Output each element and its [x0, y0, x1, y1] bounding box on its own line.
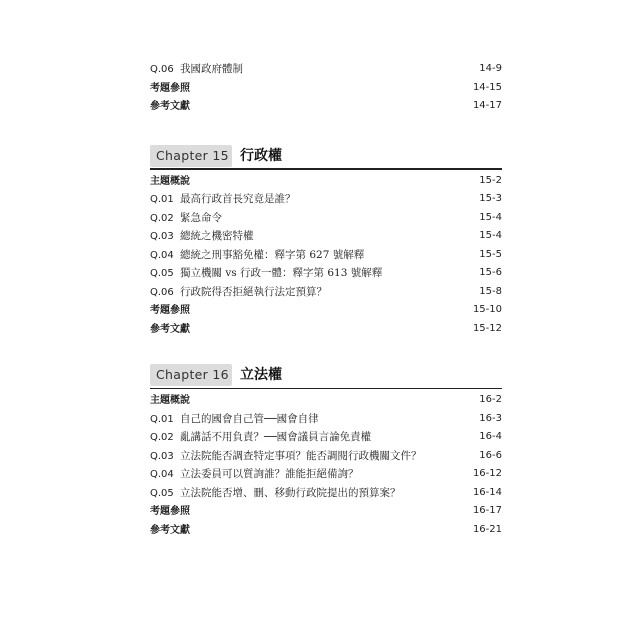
entry-title: 我國政府體制: [180, 63, 243, 75]
chapter-section-15: [150, 145, 502, 339]
question-number: Q.03: [150, 450, 174, 462]
chapter-title: 立法權: [240, 367, 282, 383]
toc-entry[interactable]: [150, 227, 502, 246]
toc-entry[interactable]: [150, 484, 502, 503]
entry-title: 最高行政首長究竟是誰？: [180, 193, 296, 205]
chapter-entries: [150, 389, 502, 539]
toc-entry[interactable]: [150, 410, 502, 429]
entry-title: 緊急命令: [180, 211, 222, 224]
page-number: 15-6: [479, 267, 502, 278]
entry-title: 亂講話不用負責？──國會議員言論免責權: [180, 431, 372, 443]
entry-title: 立法院能否增、刪、移動行政院提出的預算案？: [180, 486, 401, 499]
page-number: 15-3: [479, 193, 502, 204]
page-number: 14-17: [472, 100, 502, 111]
entry-title: 考題參照: [150, 305, 190, 316]
question-number: Q.05: [150, 268, 174, 279]
entry-title: 自己的國會自己管──國會自律: [180, 412, 319, 425]
table-of-contents: [150, 60, 502, 539]
page-number: 15-12: [472, 322, 502, 334]
toc-entry[interactable]: [150, 521, 502, 540]
question-number: Q.05: [150, 487, 174, 499]
toc-entry[interactable]: [150, 447, 502, 466]
toc-entry[interactable]: [150, 301, 502, 320]
entry-title: 主題概說: [150, 395, 190, 406]
page-number: 16-4: [479, 431, 502, 442]
chapter-divider: [150, 388, 232, 390]
toc-entry[interactable]: [150, 246, 502, 265]
entry-title: 行政院得否拒絕執行法定預算？: [180, 285, 327, 298]
page-number: 14-9: [479, 63, 502, 74]
toc-entry[interactable]: [150, 465, 502, 484]
question-number: Q.06: [150, 64, 174, 75]
chapter-header: [150, 364, 502, 386]
question-number: Q.06: [150, 286, 174, 298]
entry-title: 考題參照: [150, 82, 190, 94]
toc-entry[interactable]: [150, 428, 502, 447]
page-number: 16-2: [479, 394, 502, 405]
toc-entry[interactable]: [150, 172, 502, 191]
toc-entry[interactable]: [150, 283, 502, 302]
chapter-header: [150, 145, 502, 167]
question-number: Q.04: [150, 249, 174, 261]
question-number: Q.02: [150, 212, 174, 224]
question-number: Q.03: [150, 231, 174, 242]
toc-entry[interactable]: [150, 79, 502, 98]
entry-title: 參考文獻: [150, 524, 190, 536]
page-number: 15-4: [479, 230, 502, 241]
chapter-divider: [232, 388, 502, 390]
toc-entry[interactable]: [150, 190, 502, 209]
page-number: 16-12: [472, 468, 502, 479]
page-number: 14-15: [472, 81, 502, 93]
question-number: Q.04: [150, 469, 174, 480]
question-number: Q.01: [150, 413, 174, 425]
question-number: Q.02: [150, 432, 174, 443]
page-number: 16-17: [472, 505, 502, 516]
entry-title: 總統之機密特權: [180, 230, 254, 242]
toc-entry[interactable]: [150, 320, 502, 339]
entry-title: 總統之刑事豁免權：釋字第 627 號解釋: [180, 248, 365, 261]
page-number: 15-5: [479, 248, 502, 260]
entry-title: 主題概說: [150, 175, 190, 187]
page-number: 16-14: [472, 486, 502, 498]
toc-entry[interactable]: [150, 97, 502, 116]
entry-title: 參考文獻: [150, 101, 190, 112]
toc-entry[interactable]: [150, 502, 502, 521]
toc-entry[interactable]: [150, 264, 502, 283]
toc-entry[interactable]: [150, 60, 502, 79]
chapter-entries: [150, 170, 502, 339]
chapter-divider: [150, 168, 232, 170]
chapter-section-16: [150, 364, 502, 539]
entry-title: 參考文獻: [150, 323, 190, 335]
chapter-divider: [232, 168, 502, 170]
toc-entry[interactable]: [150, 391, 502, 410]
page-number: 16-21: [472, 523, 502, 535]
page-number: 16-3: [479, 412, 502, 424]
page-number: 15-8: [479, 285, 502, 297]
chapter-title: 行政權: [240, 147, 282, 164]
page-number: 15-4: [479, 211, 502, 223]
entry-title: 考題參照: [150, 506, 190, 517]
page-number: 15-2: [479, 174, 502, 186]
chapter-label: Chapter 15: [150, 145, 232, 167]
entry-title: 立法委員可以質詢誰？誰能拒絕備詢？: [180, 468, 359, 480]
question-number: Q.01: [150, 194, 174, 205]
page-number: 16-6: [479, 449, 502, 461]
entry-title: 立法院能否調查特定事項？能否調閱行政機關文件？: [180, 449, 422, 462]
chapter-label: Chapter 16: [150, 364, 232, 386]
page-number: 15-10: [472, 304, 502, 315]
entry-title: 獨立機關 vs 行政一體：釋字第 613 號解釋: [180, 267, 383, 279]
toc-entry[interactable]: [150, 209, 502, 228]
toc-section-ch14-tail: [150, 60, 502, 116]
